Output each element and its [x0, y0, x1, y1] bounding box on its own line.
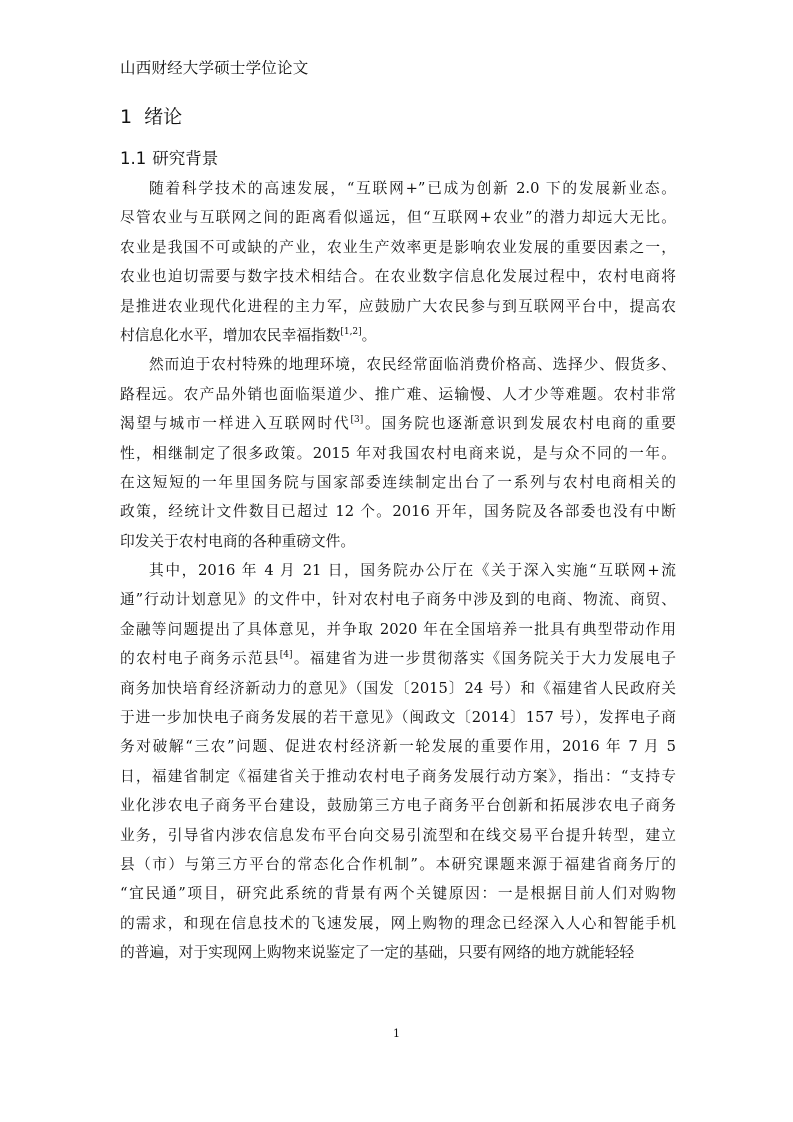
citation-ref: [1,2] — [340, 326, 362, 337]
running-header: 山西财经大学硕士学位论文 — [120, 59, 309, 77]
line-text: 通”行动计划意见》的文件中，针对农村电子商务中涉及到的电商、物流、商贸、 — [120, 591, 676, 609]
chapter-title: 绪论 — [144, 106, 183, 128]
text-line — [120, 762, 676, 791]
line-text: “宜民通”项目，研究此系统的背景有两个关键原因：一是根据目前人们对购物 — [120, 885, 676, 903]
line-text-after: 。福建省为进一步贯彻落实《国务院关于大力发展电子 — [292, 650, 676, 668]
text-line — [120, 439, 676, 468]
line-text: 县（市）与第三方平台的常态化合作机制”。本研究课题来源于福建省商务厅的 — [120, 855, 676, 873]
line-text: 渴望与城市一样进入互联网时代 — [120, 415, 351, 433]
text-line — [120, 615, 676, 644]
page-number: 1 — [393, 1027, 400, 1040]
text-line — [120, 585, 676, 614]
paragraph — [120, 174, 676, 350]
text-line — [120, 174, 676, 203]
text-line — [120, 527, 676, 556]
text-line — [120, 409, 676, 438]
text-line — [120, 380, 676, 409]
chapter-number: 1 — [120, 106, 133, 128]
text-line — [120, 350, 676, 379]
body-text — [120, 174, 676, 968]
line-text: 然而迫于农村特殊的地理环境，农民经常面临消费价格高、选择少、假货多、 — [149, 356, 676, 374]
text-line — [120, 468, 676, 497]
text-line — [120, 262, 676, 291]
line-text-after: 。国务院也逐渐意识到发展农村电商的重要 — [363, 415, 676, 433]
text-line — [120, 909, 676, 938]
text-line — [120, 203, 676, 232]
line-text: 性，相继制定了很多政策。2015 年对我国农村电商来说，是与众不同的一年。 — [120, 444, 676, 462]
line-text-after: 。 — [361, 326, 377, 344]
chapter-heading — [120, 104, 182, 130]
line-text: 尽管农业与互联网之间的距离看似遥远，但“互联网+农业”的潜力却远大无比。 — [120, 209, 676, 227]
line-text: 随着科学技术的高速发展，“互联网+”已成为创新 2.0 下的发展新业态。 — [149, 180, 676, 197]
line-text: 日，福建省制定《福建省关于推动农村电子商务发展行动方案》，指出：“支持专 — [120, 767, 676, 785]
line-text: 的普遍，对于实现网上购物来说鉴定了一定的基础，只要有网络的地方就能轻轻 — [120, 944, 635, 962]
line-text: 是推进农业现代化进程的主力军，应鼓励广大农民参与到互联网平台中，提高农 — [120, 297, 676, 315]
line-text: 的农村电子商务示范县 — [120, 650, 280, 668]
line-text: 村信息化水平，增加农民幸福指数 — [120, 326, 341, 344]
citation-ref: [4] — [279, 650, 293, 661]
text-line — [120, 879, 676, 908]
paragraph — [120, 556, 676, 967]
text-line — [120, 292, 676, 321]
text-line — [120, 556, 676, 585]
line-text: 务对破解“三农”问题、促进农村经济新一轮发展的重要作用，2016 年 7 月 5 — [120, 738, 676, 756]
text-line — [120, 703, 676, 732]
line-text: 农业也迫切需要与数字技术相结合。在农业数字信息化发展过程中，农村电商将 — [120, 268, 676, 286]
line-text: 印发关于农村电商的各种重磅文件。 — [120, 532, 356, 550]
text-line — [120, 938, 676, 967]
text-line — [120, 791, 676, 820]
text-line — [120, 821, 676, 850]
text-line — [120, 233, 676, 262]
text-line — [120, 321, 676, 350]
line-text: 路程远。农产品外销也面临渠道少、推广难、运输慢、人才少等难题。农村非常 — [120, 385, 676, 403]
text-line — [120, 732, 676, 761]
line-text: 在这短短的一年里国务院与国家部委连续制定出台了一系列与农村电商相关的 — [120, 473, 676, 491]
text-line — [120, 644, 676, 673]
section-heading — [120, 147, 218, 171]
line-text: 于进一步加快电子商务发展的若干意见》（闽政文〔2014〕157 号），发挥电子商 — [120, 709, 676, 727]
text-line — [120, 497, 676, 526]
text-line — [120, 674, 676, 703]
line-text: 金融等问题提出了具体意见，并争取 2020 年在全国培养一批具有典型带动作用 — [120, 620, 676, 638]
line-text: 业化涉农电子商务平台建设，鼓励第三方电子商务平台创新和拓展涉农电子商务 — [120, 797, 676, 815]
citation-ref: [3] — [350, 415, 364, 426]
header-rule — [120, 87, 676, 88]
text-line — [120, 850, 676, 879]
line-text: 政策，经统计文件数目已超过 12 个。2016 开年，国务院及各部委也没有中断 — [120, 503, 676, 521]
line-text: 的需求，和现在信息技术的飞速发展，网上购物的理念已经深入人心和智能手机 — [120, 914, 676, 932]
line-text: 其中，2016 年 4 月 21 日，国务院办公厅在《关于深入实施“互联网+流 — [149, 562, 676, 580]
paragraph — [120, 350, 676, 556]
section-number: 1.1 — [120, 149, 147, 168]
line-text: 商务加快培育经济新动力的意见》（国发〔2015〕24 号）和《福建省人民政府关 — [120, 679, 676, 697]
line-text: 农业是我国不可或缺的产业，农业生产效率更是影响农业发展的重要因素之一， — [120, 238, 676, 256]
section-title: 研究背景 — [152, 149, 219, 168]
line-text: 业务，引导省内涉农信息发布平台向交易引流型和在线交易平台提升转型，建立 — [120, 826, 676, 844]
